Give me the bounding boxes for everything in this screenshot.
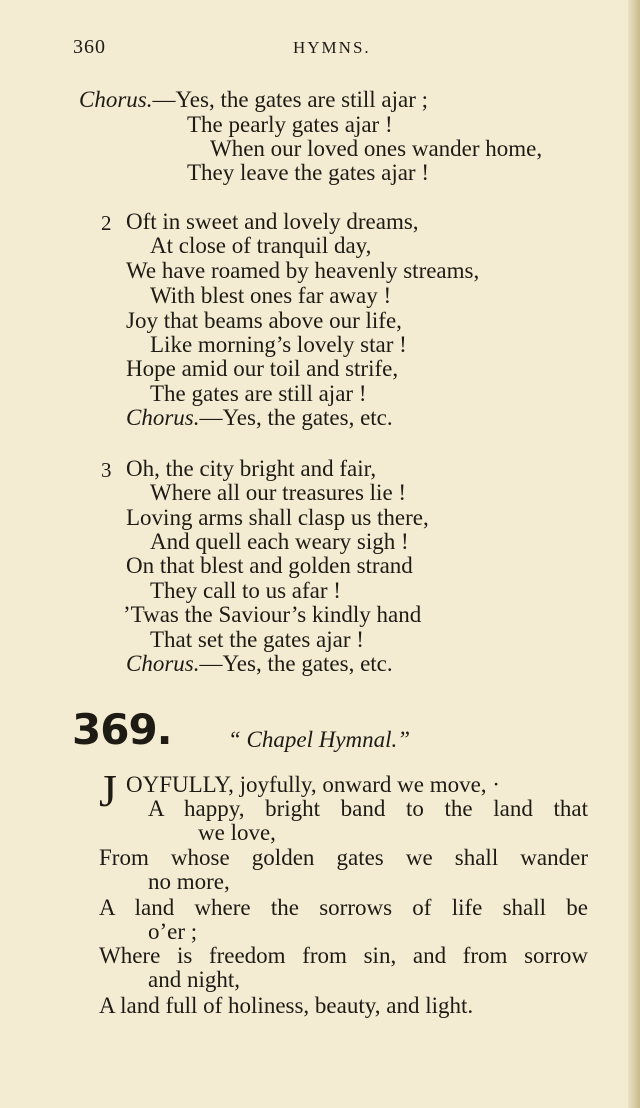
verse2-line-8: The gates are still ajar ! bbox=[150, 381, 367, 406]
hymn369-line-2: A happy, bright band to the land that bbox=[148, 796, 588, 821]
verse2-line-3: We have roamed by heavenly streams, bbox=[126, 258, 480, 283]
hymn369-line-1: OYFULLY, joyfully, onward we move, · bbox=[126, 772, 500, 797]
verse3-line-6: They call to us afar ! bbox=[150, 578, 341, 603]
chorus-label: Chorus. bbox=[126, 651, 200, 676]
hymn369-line-5: no more, bbox=[148, 869, 230, 894]
hymn369-line-10: A land full of holiness, beauty, and light. bbox=[99, 993, 474, 1018]
drop-cap: J bbox=[99, 765, 117, 816]
verse2-chorus: Chorus.—Yes, the gates, etc. bbox=[126, 405, 393, 430]
verse2-line-1: Oft in sweet and lovely dreams, bbox=[126, 209, 419, 234]
chorus-label: Chorus. bbox=[79, 87, 153, 112]
chorus-label: Chorus. bbox=[126, 405, 200, 430]
verse-number: 2 bbox=[101, 211, 112, 235]
verse2-line-5: Joy that beams above our life, bbox=[126, 308, 402, 333]
verse3-line-3: Loving arms shall clasp us there, bbox=[126, 505, 429, 530]
verse2-line-6: Like morning’s lovely star ! bbox=[150, 332, 407, 357]
verse2-line-2: At close of tranquil day, bbox=[150, 233, 372, 258]
chorus-top-line-4: They leave the gates ajar ! bbox=[187, 160, 430, 185]
hymn369-line-4: From whose golden gates we shall wander bbox=[99, 845, 588, 870]
hymn369-line-8: Where is freedom from sin, and from sorrow bbox=[99, 943, 588, 968]
verse3-line-7: ’Twas the Saviour’s kindly hand bbox=[123, 602, 422, 627]
verse2-line-4: With blest ones far away ! bbox=[150, 283, 392, 308]
page-number: 360 bbox=[73, 36, 106, 58]
chorus-top-line-2: The pearly gates ajar ! bbox=[187, 112, 393, 137]
hymn369-line-7: o’er ; bbox=[148, 919, 198, 944]
verse3-line-2: Where all our treasures lie ! bbox=[150, 480, 407, 505]
hymn-number: 369. bbox=[72, 705, 172, 754]
chorus-top-line-3: When our loved ones wander home, bbox=[210, 136, 543, 161]
running-title: HYMNS. bbox=[293, 38, 371, 57]
hymn369-line-9: and night, bbox=[148, 967, 240, 992]
verse3-chorus: Chorus.—Yes, the gates, etc. bbox=[126, 651, 393, 676]
hymn369-line-6: A land where the sorrows of life shall be bbox=[99, 895, 588, 920]
verse3-line-4: And quell each weary sigh ! bbox=[150, 529, 409, 554]
verse-number: 3 bbox=[101, 458, 112, 482]
chorus-top-line-1: Chorus.—Yes, the gates are still ajar ; bbox=[79, 87, 429, 112]
verse3-line-5: On that blest and golden strand bbox=[126, 553, 413, 578]
page-edge-shadow bbox=[628, 0, 640, 1108]
verse3-line-1: Oh, the city bright and fair, bbox=[126, 456, 377, 481]
verse2-line-7: Hope amid our toil and strife, bbox=[126, 356, 399, 381]
hymn-attribution: “ Chapel Hymnal.” bbox=[228, 727, 411, 752]
verse3-line-8: That set the gates ajar ! bbox=[150, 627, 364, 652]
hymn369-line-3: we love, bbox=[198, 820, 276, 845]
